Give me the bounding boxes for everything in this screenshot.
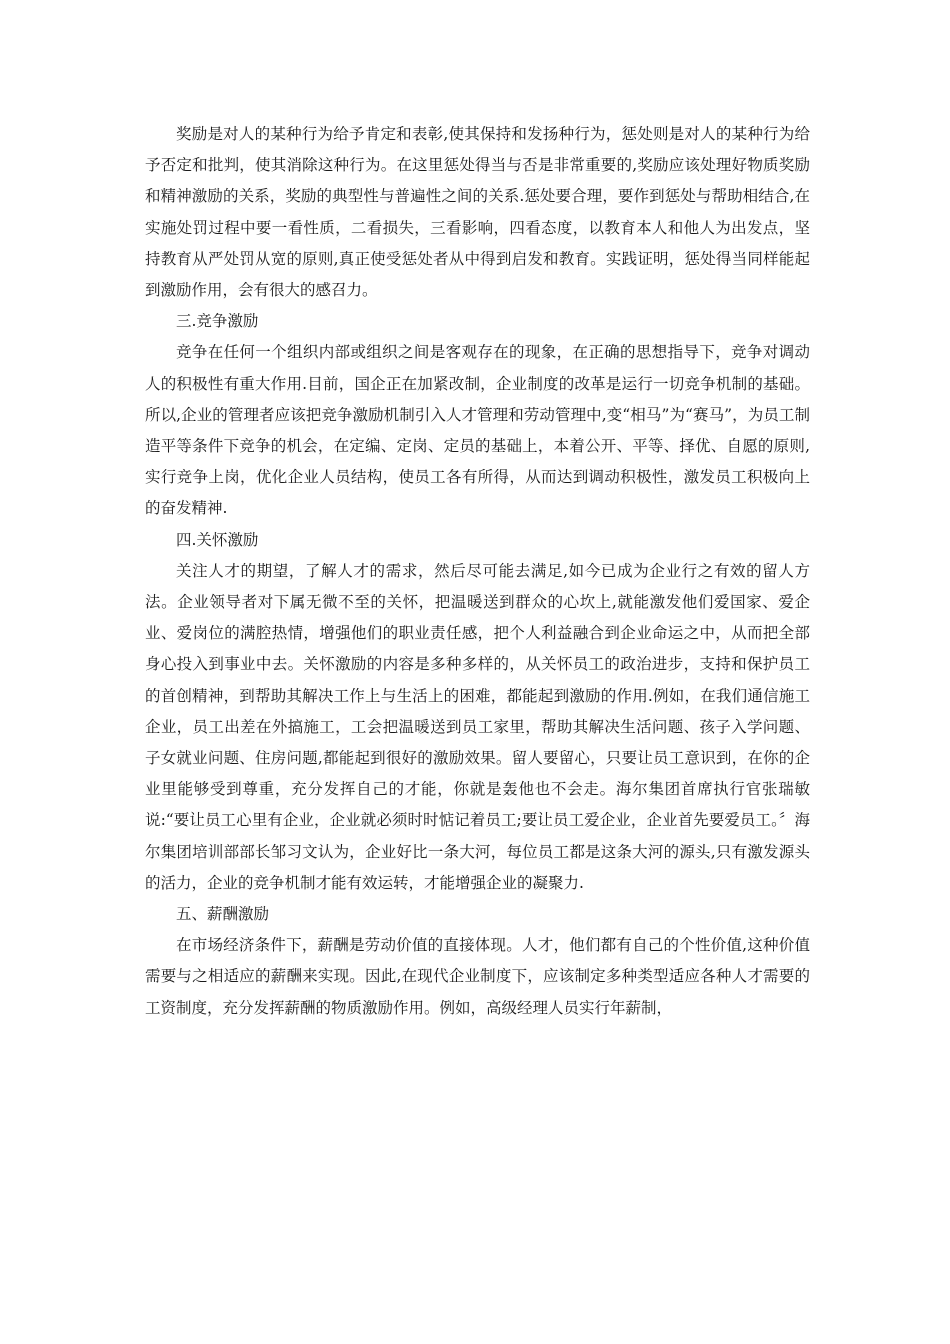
section-heading-care: 四.关怀激励 bbox=[176, 530, 259, 549]
section-heading-competition: 三.竞争激励 bbox=[176, 312, 259, 331]
paragraph-competition: 竞争在任何一个组织内部或组织之间是客观存在的现象，在正确的思想指导下，竞争对调动人的积极性有重大作用.目前，国企正在加紧改制，企业制度的改革是运行一切竞争机制的基础。所以,企业的管理者应该把竞争激励机制引入人才管理和劳动管理中,变“相马”为“赛马”，为员工制造平等条件下竞争的机会，在定编、定岗、定员的基础上，本着公开、平等、择优、自愿的原则,实行竞争上岗，优化企业人员结构，使员工各有所得，从而达到调动积极性，激发员工积极向上的奋发精神. bbox=[145, 343, 810, 518]
section-heading-salary: 五、薪酬激励 bbox=[176, 905, 270, 924]
paragraph-care: 关注人才的期望，了解人才的需求，然后尽可能去满足,如今已成为企业行之有效的留人方法。企业领导者对下属无微不至的关怀，把温暖送到群众的心坎上,就能激发他们爱国家、爱企业、爱岗位的满腔热情，增强他们的职业责任感，把个人利益融合到企业命运之中，从而把全部身心投入到事业中去。关怀激励的内容是多种多样的，从关怀员工的政治进步，支持和保护员工的首创精神，到帮助其解决工作上与生活上的困难，都能起到激励的作用.例如，在我们通信施工企业，员工出差在外搞施工，工会把温暖送到员工家里，帮助其解决生活问题、孩子入学问题、子女就业问题、住房问题,都能起到很好的激励效果。留人要留心，只要让员工意识到，在你的企业里能够受到尊重，充分发挥自己的才能，你就是轰他也不会走。海尔集团首席执行官张瑞敏说:“要让员工心里有企业，企业就必须时时惦记着员工;要让员工爱企业，企业首先要爱员工。〞海尔集团培训部部长邹习文认为，企业好比一条大河，每位员工都是这条大河的源头,只有激发源头的活力，企业的竞争机制才能有效运转，才能增强企业的凝聚力. bbox=[145, 561, 810, 892]
paragraph-salary: 在市场经济条件下，薪酬是劳动价值的直接体现。人才，他们都有自己的个性价值,这种价值需要与之相适应的薪酬来实现。因此,在现代企业制度下，应该制定多种类型适应各种人才需要的工资制度，充分发挥薪酬的物质激励作用。例如，高级经理人员实行年薪制， bbox=[145, 936, 810, 1017]
paragraph-reward-punishment: 奖励是对人的某种行为给予肯定和表彰,使其保持和发扬种行为，惩处则是对人的某种行为给予否定和批判，使其消除这种行为。在这里惩处得当与否是非常重要的,奖励应该处理好物质奖励和精神激励的关系，奖励的典型性与普遍性之间的关系.惩处要合理，要作到惩处与帮助相结合,在实施处罚过程中要一看性质，二看损失，三看影响，四看态度，以教育本人和他人为出发点，坚持教育从严处罚从宽的原则,真正使受惩处者从中得到启发和教育。实践证明，惩处得当同样能起到激励作用，会有很大的感召力。 bbox=[145, 125, 810, 300]
document-page bbox=[145, 119, 810, 1024]
